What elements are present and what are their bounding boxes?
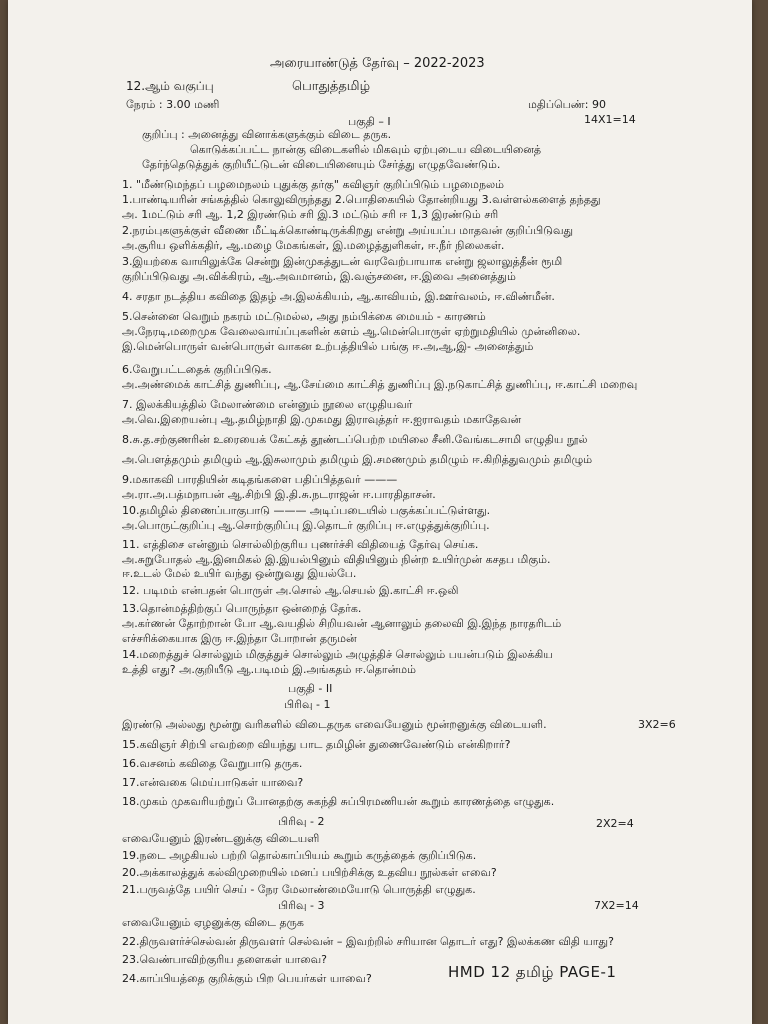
question-line: 12. படிமம் என்பதன் பொருள் அ.சொல் ஆ.செயல் இ.காட்சி ஈ.ஒலி xyxy=(122,584,459,597)
question-line: அ.நேரடி,மறைமுக வேலைவாய்ப்புகளின் களம் ஆ.மென்பொருள் ஏற்றுமதியில் முன்னிலை. xyxy=(122,325,581,338)
section1-heading: பிரிவு - 1 xyxy=(284,698,331,711)
question-line: 6.வேறுபட்டதைக் குறிப்பிடுக. xyxy=(122,363,272,376)
time-label: நேரம் : 3.00 மணி xyxy=(126,98,220,111)
question-19: 19.நடை அழகியல் பற்றி தொல்காப்பியம் கூறும் கருத்தைக் குறிப்பிடுக. xyxy=(122,849,477,862)
question-line: 14.மறைத்துச் சொல்லும் மிகுத்துச் சொல்லும் அழுத்திச் சொல்லும் பயன்படும் இலக்கிய xyxy=(122,648,553,661)
question-line: அ.வெ.இறையன்பு ஆ.தமிழ்நாதி இ.முகமது இராவுத்தர் ஈ.ஐராவதம் மகாதேவன் xyxy=(122,413,522,426)
question-line: 9.மகாகவி பாரதியின் கடிதங்களை பதிப்பித்தவர் ——— xyxy=(122,473,398,486)
section2-instruction: எவையேனும் இரண்டனுக்கு விடையளி xyxy=(122,832,320,845)
question-line: உத்தி எது? அ.குறியீடு ஆ.படிமம் இ.அங்கதம் ஈ.தொன்மம் xyxy=(122,663,417,676)
section3-heading: பிரிவு - 3 xyxy=(278,899,325,912)
question-line: 3.இயற்கை வாயிலுக்கே சென்று இன்முகத்துடன் வரவேற்பாயாக என்று ஜலாலுத்தீன் ரூமி xyxy=(122,255,563,268)
question-line: 1. "மீண்டுமந்தப் பழமைநலம் புதுக்கு தர்கு" கவிஞர் குறிப்பிடும் பழமைநலம் xyxy=(122,178,504,191)
section1-instruction: இரண்டு அல்லது மூன்று வரிகளில் விடைதருக எவையேனும் மூன்றனுக்கு விடையளி. xyxy=(122,718,547,731)
part1-score: 14X1=14 xyxy=(584,113,636,126)
question-line: அ.பௌத்தமும் தமிழும் ஆ.இசுலாமும் தமிழும் இ.சமணமும் தமிழும் ஈ.கிறித்துவமும் தமிழும் xyxy=(122,453,593,466)
question-line: இ.மென்பொருள் வன்பொருள் வாகன உற்பத்தியில் பங்கு ஈ.அ,ஆ,இ- அனைத்தும் xyxy=(122,340,534,353)
question-line: குறிப்பிடுவது அ.விக்கிரம், ஆ.அவமானம், இ.வஞ்சனை, ஈ.இவை அனைத்தும் xyxy=(122,270,516,283)
question-20: 20.அக்காலத்துக் கல்விமுறையில் மனப் பயிற்சிக்கு உதவிய நூல்கள் எவை? xyxy=(122,866,497,879)
question-line: அ.அண்மைக் காட்சித் துணிப்பு, ஆ.சேய்மை காட்சித் துணிப்பு இ.நடுகாட்சித் துணிப்பு, ஈ.காட்சி மறைவு xyxy=(122,378,638,391)
question-line: 4. சரதா நடத்திய கவிதை இதழ் அ.இலக்கியம், ஆ.காவியம், இ.ஊர்வலம், ஈ.விண்மீன். xyxy=(122,290,555,303)
question-line: 5.சென்னை வெறும் நகரம் மட்டுமல்ல, அது நம்பிக்கை மையம் - காரணம் xyxy=(122,310,486,323)
part2-heading: பகுதி - II xyxy=(288,682,333,695)
part1-instruction-3: தேர்ந்தெடுத்துக் குறியீட்டுடன் விடையினையும் சேர்த்து எழுதவேண்டும். xyxy=(142,158,501,171)
question-line: 1.பாண்டியரின் சங்கத்தில் கொலுவிருந்தது 2.பொதிகையில் தோன்றியது 3.வள்ளல்களைத் தந்தது xyxy=(122,193,601,206)
question-17: 17.என்வகை மெய்பாடுகள் யாவை? xyxy=(122,776,304,789)
question-22: 22.திருவளர்ச்செல்வன் திருவளர் செல்வன் – இவற்றில் சரியான தொடர் எது? இலக்கண விதி யாது? xyxy=(122,935,614,948)
subject-label: பொதுத்தமிழ் xyxy=(292,79,371,94)
question-line: அ.பொருட்குறிப்பு ஆ.சொற்குறிப்பு இ.தொடர் குறிப்பு ஈ.எழுத்துக்குறிப்பு. xyxy=(122,519,490,532)
question-line: 13.தொன்மத்திற்குப் பொருந்தா ஒன்றைத் தேர்க. xyxy=(122,602,362,615)
marks-label: மதிப்பெண்: 90 xyxy=(528,98,606,111)
question-line: அ.ரா.அ.பத்மநாபன் ஆ.சிற்பி இ.தி.சு.நடராஜன் ஈ.பாரதிதாசன். xyxy=(122,488,436,501)
question-line: ஈ.உடல் மேல் உயிர் வந்து ஒன்றுவது இயல்பே. xyxy=(122,567,357,580)
question-line: 8.சு.த.சற்குணரின் உரையைக் கேட்கத் தூண்டப்பெற்ற மயிலை சீனி.வேங்கடசாமி எழுதிய நூல் xyxy=(122,433,588,446)
question-line: அ.கர்ணன் தோற்றான் போ ஆ.வயதில் சிறியவன் ஆனாலும் தலைவி இ.இந்த நாரதரிடம் xyxy=(122,617,562,630)
question-line: 2.நரம்புகளுக்குள் வீணை மீட்டிக்கொண்டிருக்கிறது என்று அய்யப்ப மாதவன் குறிப்பிடுவது xyxy=(122,224,574,237)
section2-score: 2X2=4 xyxy=(596,817,634,830)
question-21: 21.பருவத்தே பயிர் செய் - நேர மேலாண்மையோடு பொருத்தி எழுதுக. xyxy=(122,883,476,896)
part1-heading: பகுதி – I xyxy=(348,115,391,128)
question-15: 15.கவிஞர் சிற்பி எவற்றை வியந்து பாட தமிழின் துணைவேண்டும் என்கிறார்? xyxy=(122,738,511,751)
question-24: 24.காப்பியத்தை குறிக்கும் பிற பெயர்கள் யாவை? xyxy=(122,972,372,985)
class-label: 12.ஆம் வகுப்பு xyxy=(126,79,214,93)
part1-instruction-1: குறிப்பு : அனைத்து வினாக்களுக்கும் விடை தருக. xyxy=(142,128,392,141)
question-18: 18.முகம் முகவரியற்றுப் போனதற்கு சுகந்தி சுப்பிரமணியன் கூறும் காரணத்தை எழுதுக. xyxy=(122,795,555,808)
question-line: 7. இலக்கியத்தில் மேலாண்மை என்னும் நூலை எழுதியவர் xyxy=(122,398,413,411)
section2-heading: பிரிவு - 2 xyxy=(278,815,325,828)
part1-instruction-2: கொடுக்கப்பட்ட நான்கு விடைகளில் மிகவும் ஏற்புடைய விடையினைத் xyxy=(190,143,542,156)
exam-paper xyxy=(8,0,752,1024)
question-line: 10.தமிழில் திணைப்பாகுபாடு ——— அடிப்படையில் பகுக்கப்பட்டுள்ளது. xyxy=(122,504,491,517)
question-line: அ.சுறுபோதல் ஆ.இனமிகல் இ.இயல்பினும் விதியினும் நின்ற உயிர்முன் கசதப மிகும். xyxy=(122,553,551,566)
section3-score: 7X2=14 xyxy=(594,899,639,912)
question-23: 23.வெண்பாவிற்குரிய தளைகள் யாவை? xyxy=(122,953,327,966)
question-line: 11. எத்திசை என்னும் சொல்லிற்குரிய புணர்ச்சி விதியைத் தேர்வு செய்க. xyxy=(122,538,479,551)
section3-instruction: எவையேனும் ஏழனுக்கு விடை தருக xyxy=(122,916,304,929)
question-line: அ.சூரிய ஒளிக்கதிர், ஆ.மழை மேகங்கள், இ.மழைத்துளிகள், ஈ.நீர் நிலைகள். xyxy=(122,239,505,252)
question-16: 16.வசனம் கவிதை வேறுபாடு தருக. xyxy=(122,757,303,770)
page-footer: HMD 12 தமிழ் PAGE-1 xyxy=(448,963,617,981)
section1-score: 3X2=6 xyxy=(638,718,676,731)
question-line: எச்சரிக்கையாக இரு ஈ.இந்தா போறான் தருமன் xyxy=(122,632,357,645)
exam-title: அரையாண்டுத் தேர்வு – 2022-2023 xyxy=(270,56,485,71)
question-line: அ. 1மட்டும் சரி ஆ. 1,2 இரண்டும் சரி இ.3 மட்டும் சரி ஈ 1,3 இரண்டும் சரி xyxy=(122,208,499,221)
